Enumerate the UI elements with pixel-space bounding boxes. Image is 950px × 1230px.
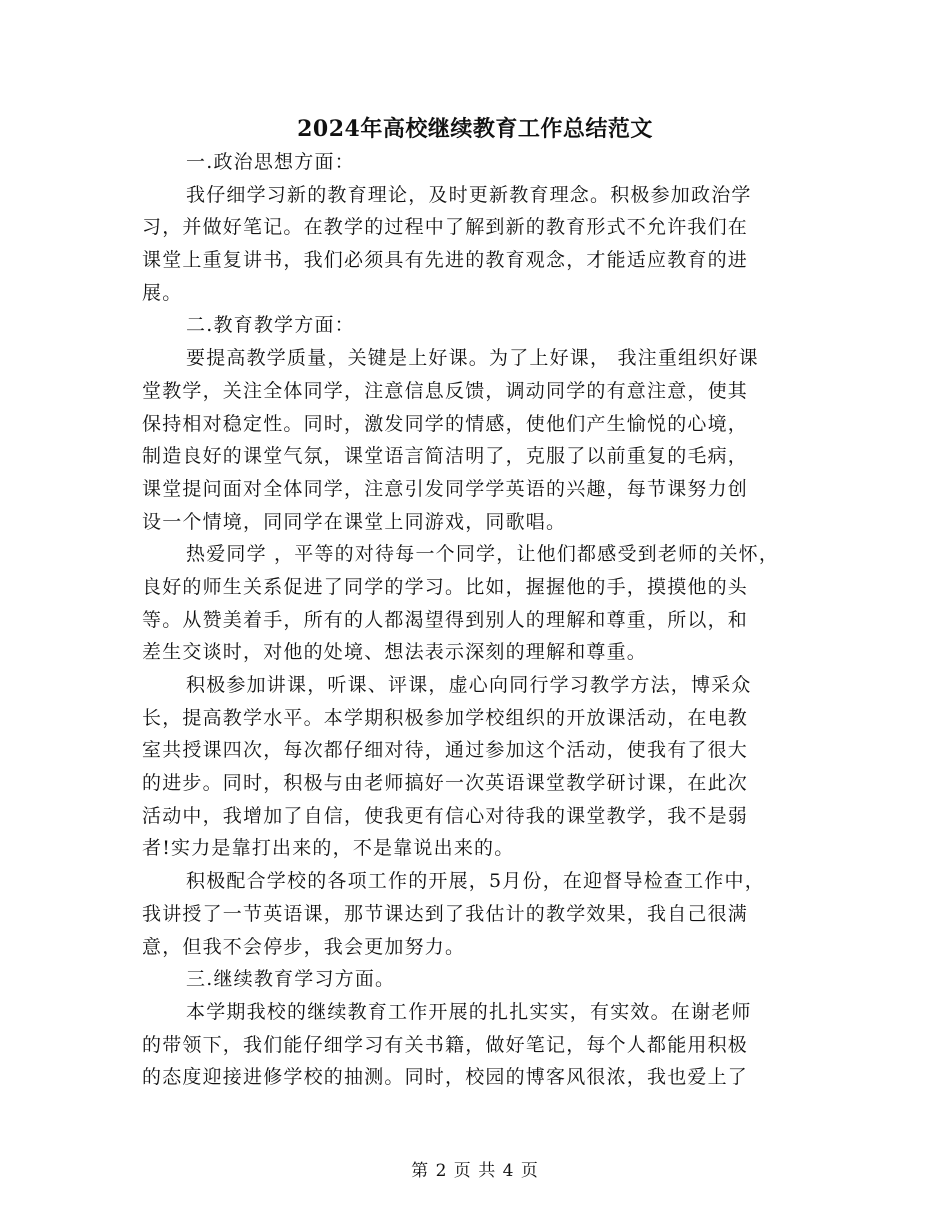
- section-heading-teaching: 二.教育教学方面：: [186, 314, 355, 337]
- paragraph-line: 积极参加讲课，听课、评课，虚心向同行学习教学方法，博采众: [186, 674, 752, 696]
- paragraph-line: 展。: [142, 281, 183, 304]
- paragraph-line: 活动中，我增加了自信，使我更有信心对待我的课堂教学，我不是弱: [142, 804, 749, 827]
- paragraph-line: 要提高教学质量，关键是上好课。为了上好课， 我注重组织好课: [186, 347, 759, 370]
- paragraph-line: 设一个情境，同同学在课堂上同游戏，同歌唱。: [142, 510, 567, 533]
- paragraph-line: 意，但我不会停步，我会更加努力。: [142, 935, 466, 958]
- page-indicator: 第 2 页 共 4 页: [411, 1161, 539, 1181]
- section-heading-continuing-education: 三.继续教育学习方面。: [186, 968, 396, 991]
- paragraph-line: 差生交谈时，对他的处境、想法表示深刻的理解和尊重。: [142, 641, 648, 664]
- paragraph-line: 良好的师生关系促进了同学的学习。比如，握握他的手，摸摸他的头: [142, 575, 749, 598]
- paragraph-line: 热爱同学 ，平等的对待每一个同学，让他们都感受到老师的关怀，: [186, 543, 780, 566]
- paragraph-line: 长，提高教学水平。本学期积极参加学校组织的开放课活动，在电教: [142, 706, 749, 729]
- paragraph-line: 的带领下，我们能仔细学习有关书籍，做好笔记，每个人都能用积极: [142, 1033, 749, 1056]
- document-title: 2024年高校继续教育工作总结范文: [297, 116, 653, 142]
- document-body: [142, 146, 810, 1094]
- paragraph-line: 制造良好的课堂气氛，课堂语言简洁明了，克服了以前重复的毛病，: [142, 445, 749, 468]
- paragraph-line: 者!实力是靠打出来的，不是靠说出来的。: [142, 837, 515, 860]
- section-heading-politics: 一.政治思想方面：: [186, 151, 355, 173]
- paragraph-line: 我讲授了一节英语课，那节课达到了我估计的教学效果，我自己很满: [142, 902, 749, 925]
- paragraph-line: 的进步。同时，积极与由老师搞好一次英语课堂教学研讨课，在此次: [142, 772, 749, 795]
- paragraph-line: 习，并做好笔记。在教学的过程中了解到新的教育形式不允许我们在: [142, 216, 749, 239]
- paragraph-line: 保持相对稳定性。同时，激发同学的情感，使他们产生愉悦的心境，: [142, 412, 749, 435]
- paragraph-line: 课堂提问面对全体同学，注意引发同学学英语的兴趣，每节课努力创: [142, 477, 749, 500]
- paragraph-line: 堂教学，关注全体同学，注意信息反馈，调动同学的有意注意，使其: [142, 379, 749, 402]
- paragraph-line: 室共授课四次，每次都仔细对待，通过参加这个活动，使我有了很大: [142, 739, 749, 762]
- paragraph-line: 等。从赞美着手，所有的人都渴望得到别人的理解和尊重，所以，和: [142, 608, 749, 631]
- paragraph-line: 本学期我校的继续教育工作开展的扎扎实实，有实效。在谢老师: [186, 1000, 752, 1023]
- paragraph-line: 我仔细学习新的教育理论，及时更新教育理念。积极参加政治学: [186, 183, 752, 206]
- paragraph-line: 积极配合学校的各项工作的开展，5月份，在迎督导检查工作中，: [186, 870, 765, 893]
- paragraph-line: 课堂上重复讲书，我们必须具有先进的教育观念，才能适应教育的进: [142, 249, 749, 272]
- paragraph-line: 的态度迎接进修学校的抽测。同时，校园的博客风很浓，我也爱上了: [142, 1066, 749, 1089]
